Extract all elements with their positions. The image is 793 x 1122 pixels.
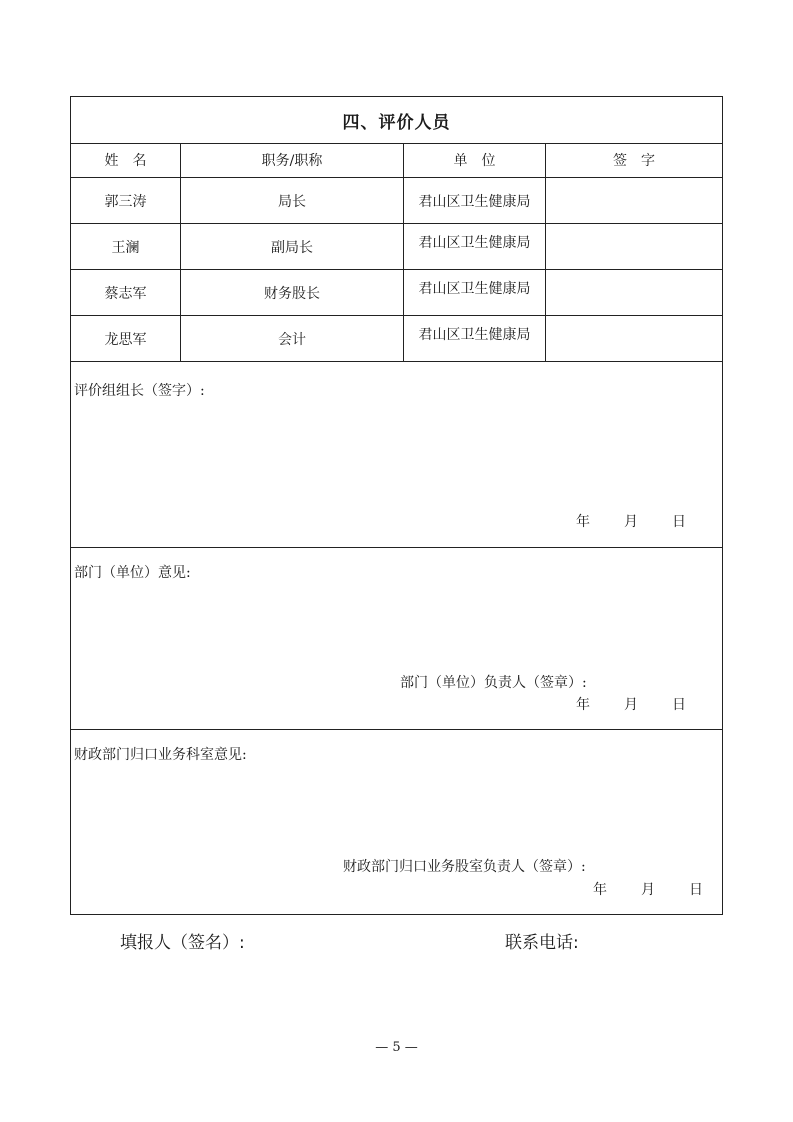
date-year: 年	[576, 697, 590, 713]
table-header-row	[71, 143, 722, 178]
table-row	[71, 224, 722, 270]
row-signature-field[interactable]	[546, 270, 722, 315]
header-name: 姓 名	[71, 143, 181, 177]
header-signature: 签 字	[613, 153, 655, 169]
row-name: 龙思军	[71, 316, 181, 361]
row-position: 副局长	[181, 224, 404, 269]
finance-signer-label: 财政部门归口业务股室负责人（签章）:	[343, 859, 586, 875]
date-month: 月	[624, 697, 638, 713]
finance-section[interactable]	[71, 730, 722, 914]
table-row	[71, 316, 722, 362]
row-unit: 君山区卫生健康局	[404, 224, 546, 269]
date-year: 年	[593, 882, 607, 898]
personnel-table	[71, 143, 722, 362]
date-month: 月	[641, 882, 655, 898]
row-position: 局长	[181, 178, 404, 223]
row-name: 蔡志军	[71, 270, 181, 315]
filler-label: 填报人（签名）:	[120, 933, 245, 953]
header-unit: 单 位	[404, 143, 546, 177]
dept-label: 部门（单位）意见:	[74, 565, 191, 581]
header-position: 职务/职称	[181, 143, 404, 177]
row-name: 王澜	[71, 224, 181, 269]
row-signature-field[interactable]	[546, 224, 722, 269]
date-day: 日	[689, 882, 703, 898]
leader-section[interactable]	[71, 366, 722, 548]
dept-section[interactable]	[71, 548, 722, 730]
dept-signer-label: 部门（单位）负责人（签章）:	[400, 675, 587, 691]
table-row	[71, 178, 722, 224]
row-position: 财务股长	[181, 270, 404, 315]
page-number: — 5 —	[375, 1040, 418, 1055]
table-row	[71, 270, 722, 316]
row-unit: 君山区卫生健康局	[404, 270, 546, 315]
phone-label: 联系电话:	[505, 933, 579, 953]
date-year: 年	[576, 514, 590, 530]
section-title: 四、评价人员	[71, 97, 722, 144]
date-day: 日	[672, 697, 686, 713]
row-unit: 君山区卫生健康局	[404, 178, 546, 223]
date-day: 日	[672, 514, 686, 530]
row-name: 郭三涛	[71, 178, 181, 223]
evaluation-form	[70, 96, 723, 915]
row-signature-field[interactable]	[546, 178, 722, 223]
row-signature-field[interactable]	[546, 316, 722, 361]
row-unit: 君山区卫生健康局	[404, 316, 546, 361]
finance-date	[593, 879, 703, 899]
leader-date	[576, 511, 686, 531]
row-position: 会计	[181, 316, 404, 361]
finance-label: 财政部门归口业务科室意见:	[74, 747, 247, 763]
date-month: 月	[624, 514, 638, 530]
dept-date	[576, 694, 686, 714]
leader-label: 评价组组长（签字）:	[74, 383, 205, 399]
